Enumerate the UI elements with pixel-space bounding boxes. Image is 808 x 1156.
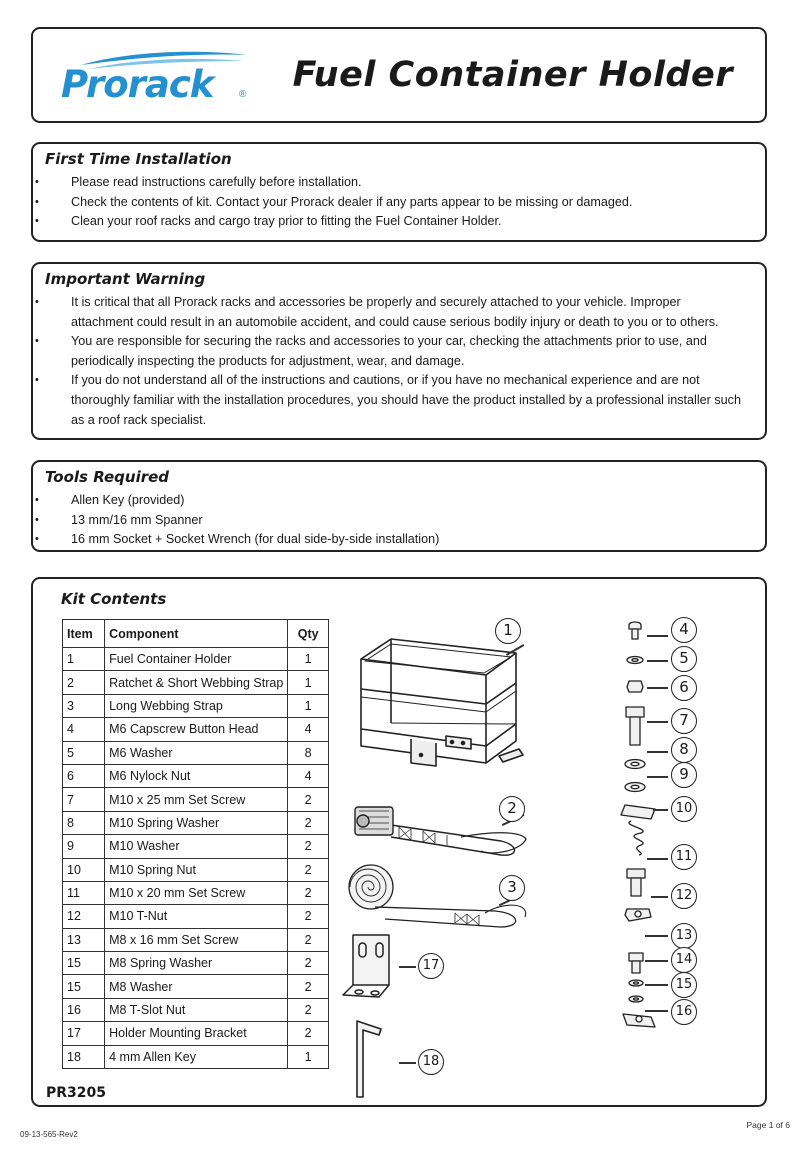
table-row	[63, 835, 329, 858]
cell-qty: 1	[288, 671, 329, 694]
cell-item: 18	[63, 1045, 105, 1068]
cell-item: 17	[63, 1022, 105, 1045]
leader-line	[399, 966, 416, 968]
warning-panel	[31, 262, 767, 440]
callout-15: 15	[671, 972, 697, 998]
warning-list	[33, 293, 765, 430]
kit-title: Kit Contents	[61, 590, 167, 608]
cell-qty: 2	[288, 1022, 329, 1045]
table-header-row	[63, 620, 329, 648]
leader-line	[399, 1062, 416, 1064]
list-item: • If you do not understand all of the instructions and cautions, or if you have no mechanical experience and are not thoroughly familiar with the installation procedures, you should have the product installed by a professional installer such as a roof rack specialist.	[33, 371, 765, 430]
cell-component: M8 Spring Washer	[105, 952, 288, 975]
leader-line	[645, 935, 668, 937]
cell-qty: 2	[288, 835, 329, 858]
cell-component: M10 Spring Washer	[105, 811, 288, 834]
cell-component: M8 Washer	[105, 975, 288, 998]
callout-2: 2	[499, 796, 525, 822]
table-row	[63, 811, 329, 834]
callout-12: 12	[671, 883, 697, 909]
cell-qty: 8	[288, 741, 329, 764]
leader-line	[647, 751, 668, 753]
cell-item: 16	[63, 998, 105, 1021]
leader-line	[647, 660, 668, 662]
warning-title: Important Warning	[45, 270, 206, 288]
list-item: • Check the contents of kit. Contact your Prorack dealer if any parts appear to be missing or damaged.	[33, 193, 765, 213]
callout-14: 14	[671, 947, 697, 973]
ratchet-strap-drawing	[351, 801, 521, 863]
mounting-bracket-drawing	[341, 931, 401, 1003]
leader-line	[647, 635, 668, 637]
table-row	[63, 905, 329, 928]
tools-title: Tools Required	[45, 468, 170, 486]
leader-line	[653, 809, 668, 811]
callout-6: 6	[671, 675, 697, 701]
table-row	[63, 671, 329, 694]
prorack-logo	[59, 49, 259, 111]
header-component: Component	[105, 620, 288, 648]
cell-component: M8 T-Slot Nut	[105, 998, 288, 1021]
brand-name: Prorack	[61, 63, 214, 106]
cell-qty: 2	[288, 811, 329, 834]
cell-item: 6	[63, 764, 105, 787]
kit-panel	[31, 577, 767, 1107]
cell-qty: 4	[288, 764, 329, 787]
callout-11: 11	[671, 844, 697, 870]
list-item: • You are responsible for securing the racks and accessories to your car, checking the attachments prior to use, and periodically inspecting the products for adjustment, wear, and damage.	[33, 332, 765, 371]
registered-mark: ®	[239, 89, 247, 100]
header-panel	[31, 27, 767, 123]
leader-line	[647, 721, 668, 723]
cell-component: Ratchet & Short Webbing Strap	[105, 671, 288, 694]
leader-line	[645, 1010, 668, 1012]
cell-qty: 1	[288, 1045, 329, 1068]
cell-item: 13	[63, 928, 105, 951]
table-row	[63, 764, 329, 787]
list-item: • 13 mm/16 mm Spanner	[33, 511, 765, 531]
list-item: • Clean your roof racks and cargo tray prior to fitting the Fuel Container Holder.	[33, 212, 765, 232]
tools-panel	[31, 460, 767, 552]
cell-qty: 2	[288, 905, 329, 928]
cell-qty: 2	[288, 998, 329, 1021]
cell-qty: 1	[288, 694, 329, 717]
callout-16: 16	[671, 999, 697, 1025]
header-qty: Qty	[288, 620, 329, 648]
cell-item: 15	[63, 952, 105, 975]
cell-item: 2	[63, 671, 105, 694]
header-item: Item	[63, 620, 105, 648]
cell-qty: 2	[288, 928, 329, 951]
cell-component: M6 Washer	[105, 741, 288, 764]
cell-item: 3	[63, 694, 105, 717]
table-row	[63, 694, 329, 717]
cell-component: M10 Washer	[105, 835, 288, 858]
table-row	[63, 718, 329, 741]
long-webbing-strap-drawing	[345, 861, 525, 941]
cell-component: Fuel Container Holder	[105, 648, 288, 671]
fuel-container-holder-drawing	[351, 631, 531, 791]
table-row	[63, 858, 329, 881]
callout-3: 3	[499, 875, 525, 901]
table-row	[63, 648, 329, 671]
leader-line	[645, 984, 668, 986]
list-item: • It is critical that all Prorack racks and accessories be properly and securely attached to your vehicle. Improper attachment could result in an automobile accident, and could cause serious bodily injury or death to you or to others.	[33, 293, 765, 332]
install-panel	[31, 142, 767, 242]
leader-line	[645, 960, 668, 962]
list-item: • 16 mm Socket + Socket Wrench (for dual side-by-side installation)	[33, 530, 765, 550]
callout-17: 17	[418, 953, 444, 979]
table-row	[63, 1022, 329, 1045]
callout-13: 13	[671, 923, 697, 949]
cell-qty: 2	[288, 952, 329, 975]
cell-component: M10 x 20 mm Set Screw	[105, 881, 288, 904]
cell-qty: 2	[288, 788, 329, 811]
cell-qty: 2	[288, 975, 329, 998]
cell-component: Holder Mounting Bracket	[105, 1022, 288, 1045]
cell-item: 7	[63, 788, 105, 811]
cell-item: 12	[63, 905, 105, 928]
callout-7: 7	[671, 708, 697, 734]
cell-qty: 1	[288, 648, 329, 671]
page-number: Page 1 of 6	[746, 1120, 790, 1130]
cell-item: 15	[63, 975, 105, 998]
cell-qty: 4	[288, 718, 329, 741]
part-number: PR3205	[46, 1085, 107, 1101]
leader-line	[651, 896, 668, 898]
callout-10: 10	[671, 796, 697, 822]
callout-18: 18	[418, 1049, 444, 1075]
install-list	[33, 173, 765, 232]
cell-component: 4 mm Allen Key	[105, 1045, 288, 1068]
list-item: • Please read instructions carefully before installation.	[33, 173, 765, 193]
kit-table	[62, 619, 329, 1069]
list-item: • Allen Key (provided)	[33, 491, 765, 511]
tools-list	[33, 491, 765, 550]
table-row	[63, 928, 329, 951]
cell-item: 10	[63, 858, 105, 881]
callout-9: 9	[671, 762, 697, 788]
cell-component: M10 T-Nut	[105, 905, 288, 928]
callout-1: 1	[495, 618, 521, 644]
cell-qty: 2	[288, 881, 329, 904]
cell-component: M8 x 16 mm Set Screw	[105, 928, 288, 951]
cell-component: M10 Spring Nut	[105, 858, 288, 881]
leader-line	[647, 776, 668, 778]
table-row	[63, 881, 329, 904]
leader-line	[647, 858, 668, 860]
table-row	[63, 998, 329, 1021]
cell-item: 11	[63, 881, 105, 904]
leader-line	[647, 687, 668, 689]
cell-item: 1	[63, 648, 105, 671]
cell-item: 9	[63, 835, 105, 858]
doc-code: 09-13-565-Rev2	[20, 1130, 78, 1139]
cell-component: M6 Capscrew Button Head	[105, 718, 288, 741]
cell-component: M10 x 25 mm Set Screw	[105, 788, 288, 811]
cell-item: 4	[63, 718, 105, 741]
install-title: First Time Installation	[45, 150, 232, 168]
callout-4: 4	[671, 617, 697, 643]
table-row	[63, 741, 329, 764]
cell-item: 5	[63, 741, 105, 764]
capscrew-icon	[629, 622, 641, 629]
allen-key-drawing	[351, 1019, 391, 1101]
cell-component: M6 Nylock Nut	[105, 764, 288, 787]
cell-item: 8	[63, 811, 105, 834]
table-row	[63, 1045, 329, 1068]
callout-8: 8	[671, 737, 697, 763]
page-title: Fuel Container Holder	[292, 55, 733, 95]
table-row	[63, 975, 329, 998]
cell-qty: 2	[288, 858, 329, 881]
table-row	[63, 952, 329, 975]
cell-component: Long Webbing Strap	[105, 694, 288, 717]
callout-5: 5	[671, 646, 697, 672]
table-row	[63, 788, 329, 811]
